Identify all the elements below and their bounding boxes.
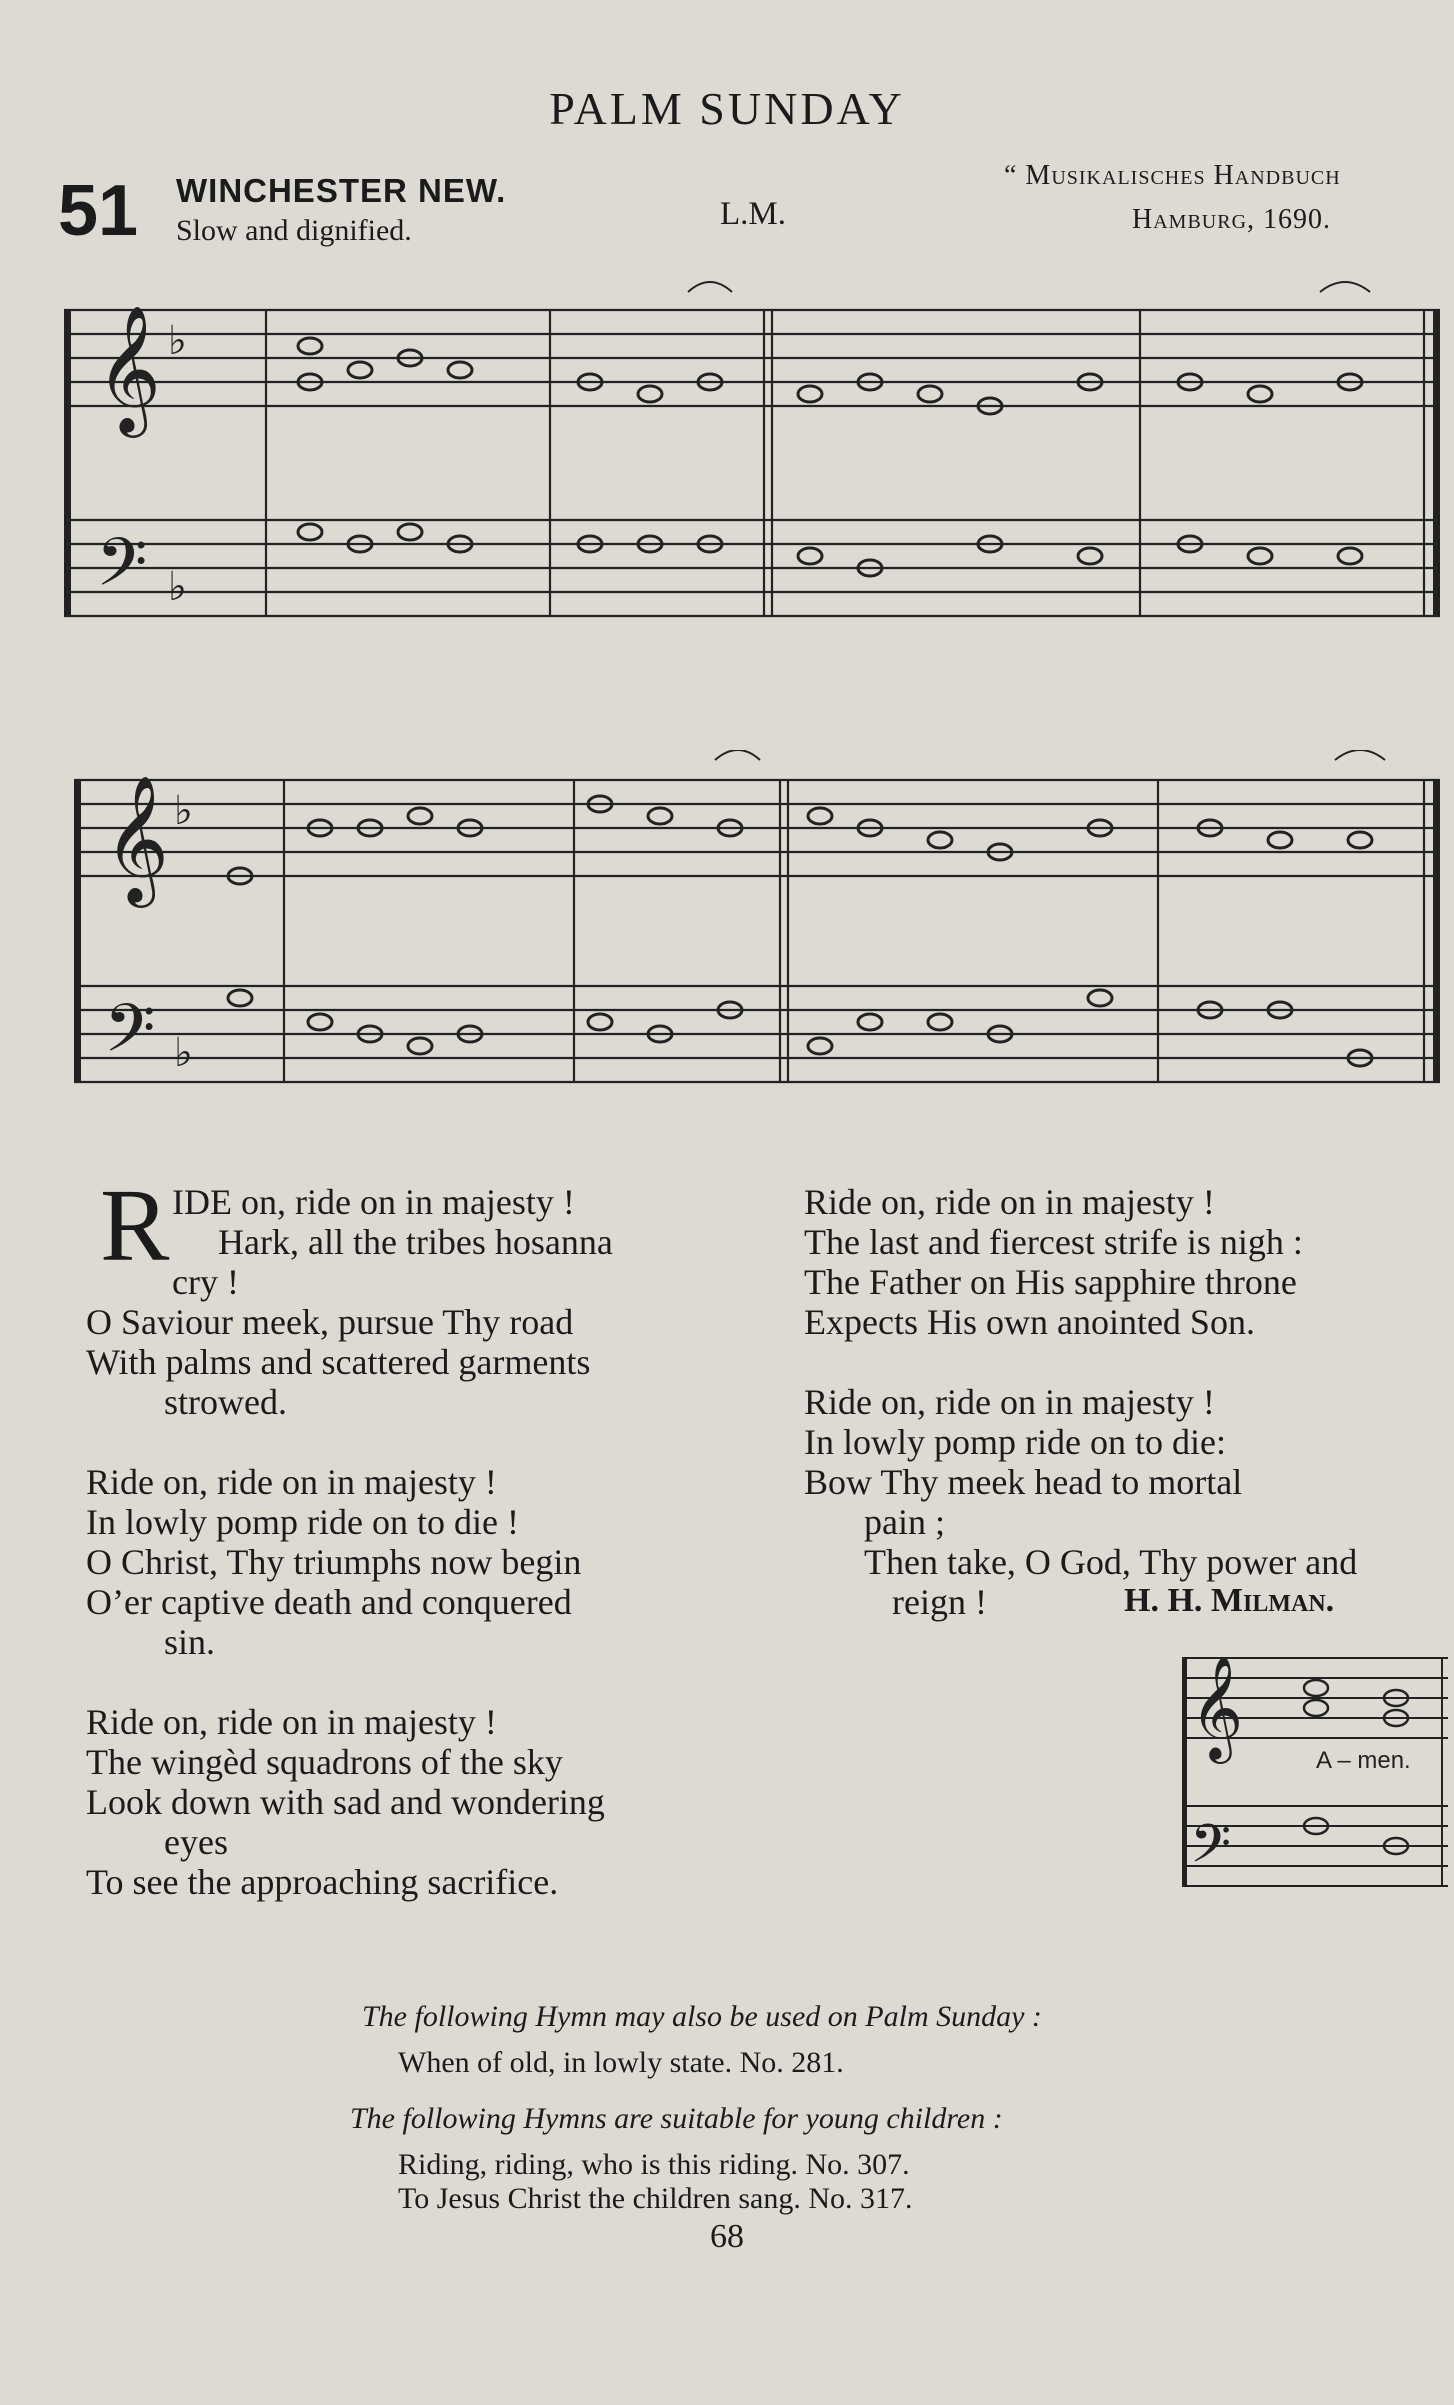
verse-line: O Saviour meek, pursue Thy road [86,1302,574,1342]
verse-line: In lowly pomp ride on to die: [804,1422,1226,1462]
music-system-2 [0,750,1454,1130]
verse-line: Expects His own anointed Son. [804,1302,1255,1342]
section-title: PALM SUNDAY [549,83,905,134]
children-note-heading: The following Hymns are suitable for young children : [350,2102,1003,2135]
svg-text:𝄞: 𝄞 [104,774,170,902]
verse-line: pain ; [864,1502,945,1542]
children-hymn-reference: Riding, riding, who is this riding. No. 307. [398,2148,910,2181]
verse-line: The Father on His sapphire throne [804,1262,1297,1302]
verse-line: Hark, all the tribes hosanna [218,1222,613,1262]
svg-text:♭: ♭ [174,788,193,833]
verse-line: Ride on, ride on in majesty ! [804,1182,1215,1222]
tempo-marking: Slow and dignified. [176,214,412,247]
verse-line: Ride on, ride on in majesty ! [86,1702,497,1742]
verse-line: IDE on, ride on in majesty ! [172,1182,575,1222]
verse-line: strowed. [164,1382,287,1422]
svg-text:♭: ♭ [174,1030,193,1075]
verse-line: eyes [164,1822,228,1862]
verse-line: O’er captive death and conquered [86,1582,572,1622]
verse-line: Look down with sad and wondering [86,1782,605,1822]
amen-staff [1176,1636,1454,1896]
page-number: 68 [710,2218,744,2255]
children-hymn-reference: To Jesus Christ the children sang. No. 317. [398,2182,913,2215]
verse-line: To see the approaching sacrifice. [86,1862,559,1902]
verse-line: With palms and scattered garments [86,1342,591,1382]
verse-line: O Christ, Thy triumphs now begin [86,1542,582,1582]
palm-sunday-note-heading: The following Hymn may also be used on Palm Sunday : [362,2000,1042,2033]
svg-text:𝄞: 𝄞 [96,304,162,432]
palm-sunday-hymn-reference: When of old, in lowly state. No. 281. [398,2046,844,2079]
verse-line: The last and fiercest strife is nigh : [804,1222,1303,1262]
svg-text:♭: ♭ [168,318,187,363]
source-attribution: “ Musikalisches Handbuch [1004,160,1341,191]
verse-line: Then take, O God, Thy power and [864,1542,1358,1582]
verse-1 [86,1182,613,1422]
verse-line: cry ! [172,1262,239,1302]
amen-label: A – men. [1316,1747,1411,1774]
verse-line: sin. [164,1622,216,1662]
author-credit: H. H. Milman. [1124,1582,1335,1619]
music-system-1 [0,280,1454,680]
verse-line: In lowly pomp ride on to die ! [86,1502,519,1542]
verse-3 [86,1702,605,1902]
svg-text:𝄞: 𝄞 [1190,1655,1244,1760]
svg-text:𝄢: 𝄢 [104,990,156,1083]
verse-line: Ride on, ride on in majesty ! [86,1462,497,1502]
verse-4 [804,1182,1303,1342]
metre: L.M. [720,196,786,232]
hymn-number: 51 [58,171,139,251]
source-date: Hamburg, 1690. [1132,204,1332,235]
verse-line: reign ! [892,1582,987,1622]
svg-text:♭: ♭ [168,564,187,609]
svg-text:𝄢: 𝄢 [1190,1814,1232,1888]
drop-cap-initial: R [100,1168,170,1283]
verse-line: Ride on, ride on in majesty ! [804,1382,1215,1422]
tune-name: WINCHESTER NEW. [176,172,507,209]
verse-2 [86,1462,581,1662]
verse-line: The wingèd squadrons of the sky [86,1742,563,1782]
svg-text:𝄢: 𝄢 [96,524,148,617]
verse-line: Bow Thy meek head to mortal [804,1462,1243,1502]
